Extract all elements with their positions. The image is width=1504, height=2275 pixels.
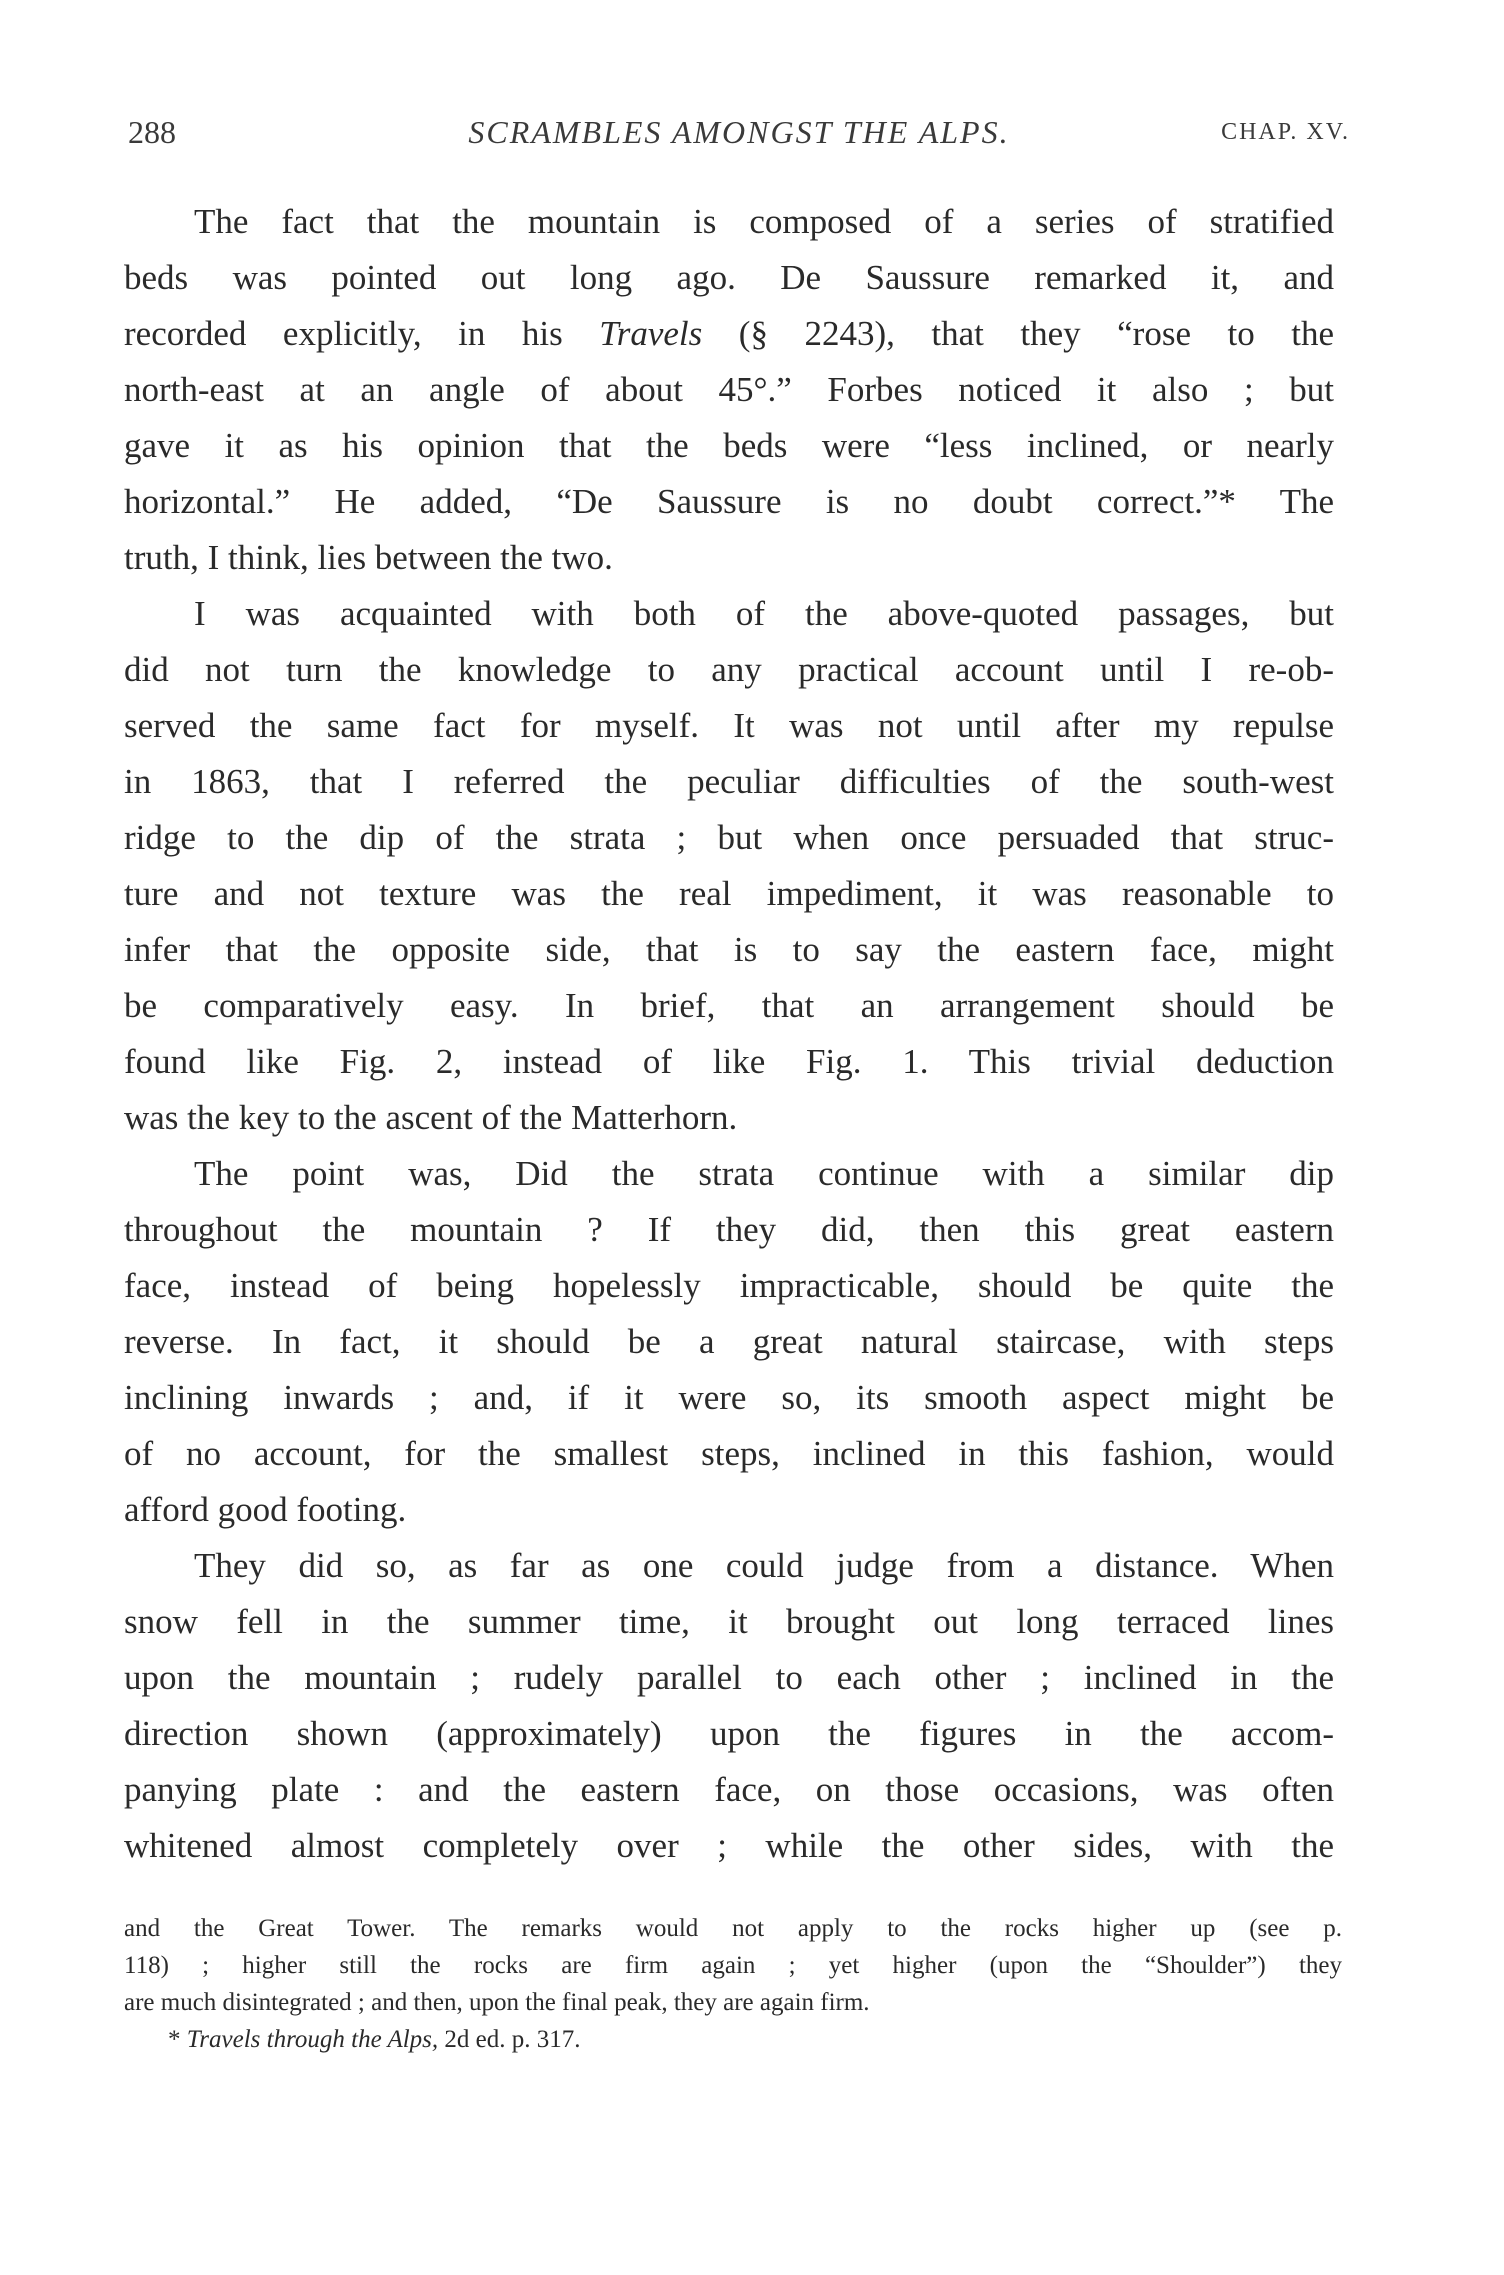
- text-line: ture and not texture was the real impediment, it was reasonable to: [124, 874, 1334, 913]
- body-text: [124, 194, 1334, 1874]
- text-line: throughout the mountain ? If they did, then this great eastern: [124, 1210, 1334, 1249]
- text-line: whitened almost completely over ; while the other sides, with the: [124, 1826, 1334, 1865]
- chapter-label: CHAP. XV.: [1221, 119, 1350, 145]
- text-line: They did so, as far as one could judge from a distance. When: [194, 1546, 1334, 1585]
- text-line: was the key to the ascent of the Matterhorn.: [124, 1098, 738, 1137]
- footnote-line: and the Great Tower. The remarks would not apply to the rocks higher up (see p.: [124, 1915, 1342, 1942]
- text-line: did not turn the knowledge to any practical account until I re-ob-: [124, 650, 1334, 689]
- text-line: in 1863, that I referred the peculiar difficulties of the south-west: [124, 762, 1334, 801]
- footnote-marker: *: [168, 2026, 181, 2053]
- text-line: face, instead of being hopelessly impracticable, should be quite the: [124, 1266, 1334, 1305]
- text-line: be comparatively easy. In brief, that an arrangement should be: [124, 986, 1334, 1025]
- footnote-star: * Travels through the Alps, 2d ed. p. 317.: [168, 2026, 581, 2053]
- text-line: ridge to the dip of the strata ; but when once persuaded that struc-: [124, 818, 1334, 857]
- footnotes: [124, 1910, 1342, 2058]
- footnote-line: 118) ; higher still the rocks are firm again ; yet higher (upon the “Shoulder”) they: [124, 1952, 1342, 1979]
- text-line: direction shown (approximately) upon the figures in the accom-: [124, 1714, 1334, 1753]
- text-line: panying plate : and the eastern face, on those occasions, was often: [124, 1770, 1334, 1809]
- text-line: beds was pointed out long ago. De Saussure remarked it, and: [124, 258, 1334, 297]
- text-line: north-east at an angle of about 45°.” Forbes noticed it also ; but: [124, 370, 1334, 409]
- text-line: snow fell in the summer time, it brought out long terraced lines: [124, 1602, 1334, 1641]
- text-line: I was acquainted with both of the above-quoted passages, but: [194, 594, 1334, 633]
- text-line: horizontal.” He added, “De Saussure is no doubt correct.”* The: [124, 482, 1334, 521]
- text-line: reverse. In fact, it should be a great natural staircase, with steps: [124, 1322, 1334, 1361]
- text-line: inclining inwards ; and, if it were so, its smooth aspect might be: [124, 1378, 1334, 1417]
- running-head: [128, 112, 1350, 152]
- text-line: upon the mountain ; rudely parallel to each other ; inclined in the: [124, 1658, 1334, 1697]
- text-line: served the same fact for myself. It was not until after my repulse: [124, 706, 1334, 745]
- text-line: recorded explicitly, in his Travels (§ 2243), that they “rose to the: [124, 314, 1334, 353]
- book-title: SCRAMBLES AMONGST THE ALPS.: [468, 114, 1010, 150]
- footnote-citation: Travels through the Alps,: [186, 2026, 439, 2053]
- text-line: infer that the opposite side, that is to say the eastern face, might: [124, 930, 1334, 969]
- text-line: of no account, for the smallest steps, inclined in this fashion, would: [124, 1434, 1334, 1473]
- text-line: truth, I think, lies between the two.: [124, 538, 613, 577]
- footnote-line: are much disintegrated ; and then, upon the final peak, they are again firm.: [124, 1989, 870, 2016]
- text-line: afford good footing.: [124, 1490, 407, 1529]
- text-line: The point was, Did the strata continue with a similar dip: [194, 1154, 1334, 1193]
- book-citation: Travels: [599, 314, 703, 353]
- page-number: 288: [128, 114, 176, 150]
- text-line: found like Fig. 2, instead of like Fig. 1. This trivial deduction: [124, 1042, 1334, 1081]
- text-line: The fact that the mountain is composed of a series of stratified: [194, 202, 1334, 241]
- text-line: gave it as his opinion that the beds were “less inclined, or nearly: [124, 426, 1334, 465]
